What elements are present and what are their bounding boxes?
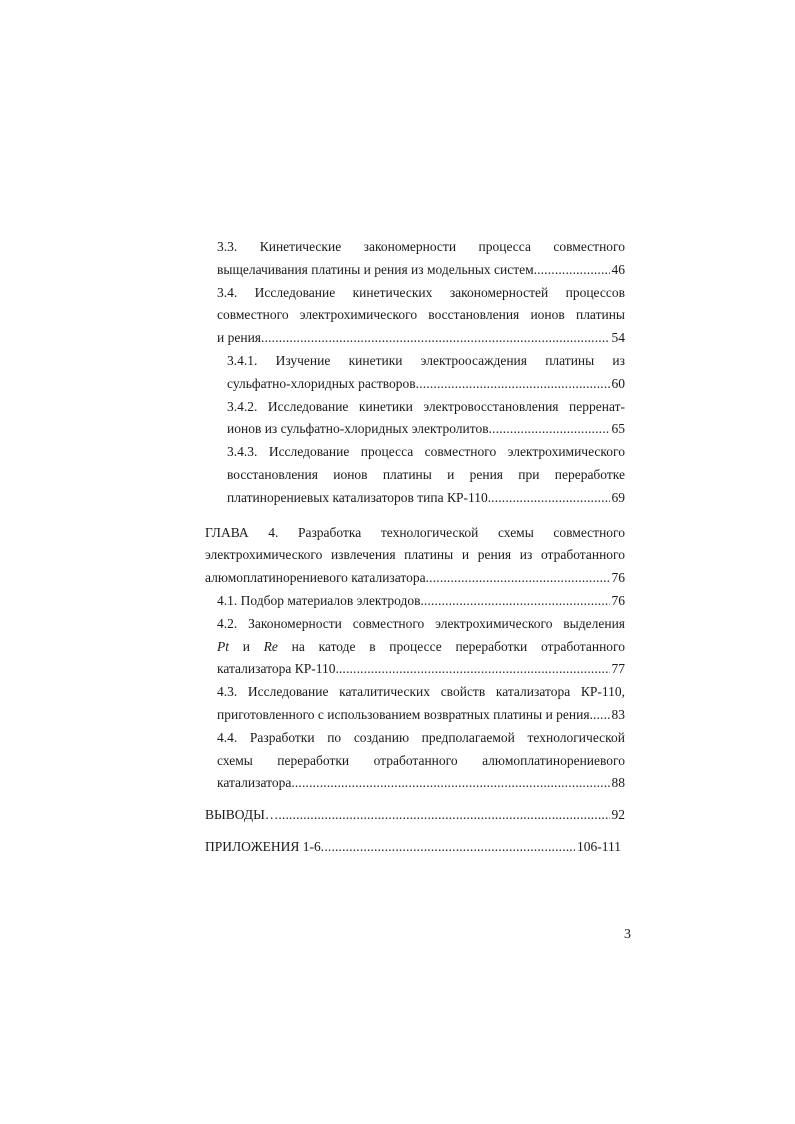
toc-entry-line: 4.2. Закономерности совместного электрохимического выделения — [217, 615, 625, 631]
toc-entry-text: платинорениевых катализаторов типа КР-110. — [227, 489, 492, 505]
toc-entry-leader-line — [217, 658, 625, 681]
toc-entry-leader-line — [217, 327, 625, 350]
page-number: 3 — [624, 927, 631, 942]
dot-leader — [537, 259, 609, 282]
toc-page-number: 60 — [611, 375, 625, 391]
toc-entry-line: ГЛАВА 4. Разработка технологической схемы совместного — [205, 524, 625, 540]
toc-entry-leader-line — [217, 259, 625, 282]
toc-entry-3-4-2 — [227, 396, 625, 442]
toc-entry-line: 3.4.2. Исследование кинетики электровосстановления перренат- — [227, 398, 625, 414]
rhenium-symbol: Re — [263, 638, 278, 654]
dot-leader — [416, 373, 610, 396]
toc-page-number: 83 — [611, 706, 625, 722]
toc-entry-line: схемы переработки отработанного алюмоплатинорениевого — [217, 752, 625, 768]
dot-leader — [593, 704, 610, 727]
toc-entry-text: ПРИЛОЖЕНИЯ 1-6 — [205, 838, 321, 854]
toc-entry-text: катализатора — [217, 775, 292, 791]
toc-page-number: 88 — [611, 775, 625, 791]
toc-entry-leader-line — [205, 567, 625, 590]
toc-entry-line: 4.4. Разработки по созданию предполагаемой технологической — [217, 729, 625, 745]
toc-entry-text: сульфатно-хлоридных растворов — [227, 375, 416, 391]
platinum-symbol: Pt — [217, 638, 229, 654]
toc-entry-text: 4.1. Подбор материалов электродов. — [217, 592, 424, 608]
toc-entry-text: алюмоплатинорениевого катализатора — [205, 570, 426, 586]
toc-page-number: 65 — [611, 421, 625, 437]
toc-entry-3-3 — [217, 236, 625, 282]
toc-entry-leader-line — [217, 704, 625, 727]
toc-entry-line: 3.4.1. Изучение кинетики электроосаждения платины из — [227, 352, 625, 368]
toc-entry-line: 3.3. Кинетические закономерности процесса совместного — [217, 239, 625, 254]
toc-entry-conclusions — [205, 804, 625, 827]
toc-entry-leader-line — [227, 487, 625, 510]
toc-page-number: 76 — [611, 592, 625, 608]
toc-entry-leader-line — [227, 373, 625, 396]
dot-leader — [321, 836, 575, 859]
toc-entry-text: выщелачивания платины и рения из модельных систем. — [217, 261, 538, 277]
dot-leader — [491, 487, 609, 510]
toc-entry-line: 3.4. Исследование кинетических закономерностей процессов — [217, 284, 625, 300]
dot-leader — [278, 804, 609, 827]
toc-entry-4-1 — [217, 590, 625, 613]
dot-leader — [424, 590, 610, 613]
toc-entry-4-2 — [217, 613, 625, 681]
dot-leader — [426, 567, 610, 590]
dot-leader — [291, 772, 609, 795]
conjunction: и — [242, 638, 250, 654]
toc-entry-4-3 — [217, 681, 625, 727]
toc-entry-line: 4.3. Исследование каталитических свойств катализатора КР-110, — [217, 684, 625, 700]
toc-entry-line-symbols — [217, 636, 625, 659]
toc-entry-text: и рения — [217, 330, 262, 346]
toc-entry-3-4-1 — [227, 350, 625, 396]
toc-entry-leader-line — [217, 590, 625, 613]
toc-entry-line: 3.4.3. Исследование процесса совместного электрохимического — [227, 444, 625, 460]
toc-entry-text: катализатора КР-110. — [217, 661, 339, 677]
toc-entry-leader-line — [227, 418, 625, 441]
toc-entry-4-4 — [217, 727, 625, 795]
toc-entry-line-rest: на катоде в процессе переработки отработанного — [291, 638, 625, 654]
toc-entry-leader-line — [205, 804, 625, 827]
toc-page-number: 46 — [611, 261, 625, 277]
toc-page-number: 92 — [611, 807, 625, 823]
toc-entry-chapter-4 — [205, 522, 625, 590]
toc-page-number: 54 — [611, 330, 625, 346]
toc-entry-appendices — [205, 836, 621, 859]
toc-entry-leader-line — [205, 836, 621, 859]
toc-entry-3-4 — [217, 282, 625, 350]
toc-entry-line: восстановления ионов платины и рения при переработке — [227, 466, 625, 482]
toc-entry-text: ионов из сульфатно-хлоридных электролитов — [227, 421, 489, 437]
toc-entry-line: электрохимического извлечения платины и рения из отработанного — [205, 547, 625, 563]
dot-leader — [339, 658, 610, 681]
toc-page-number: 77 — [611, 661, 625, 677]
toc-page-number: 69 — [611, 489, 625, 505]
toc-entry-leader-line — [217, 772, 625, 795]
toc-entry-text: приготовленного с использованием возвратных платины и рения. — [217, 706, 593, 722]
toc-page-number: 76 — [611, 570, 625, 586]
toc-entry-line: совместного электрохимического восстановления ионов платины — [217, 307, 625, 323]
table-of-contents — [205, 236, 625, 859]
dot-leader — [489, 418, 610, 441]
toc-entry-3-4-3 — [227, 441, 625, 509]
toc-entry-text: ВЫВОДЫ… — [205, 807, 279, 823]
toc-page-number: 106-111 — [577, 838, 621, 854]
dot-leader — [261, 327, 609, 350]
